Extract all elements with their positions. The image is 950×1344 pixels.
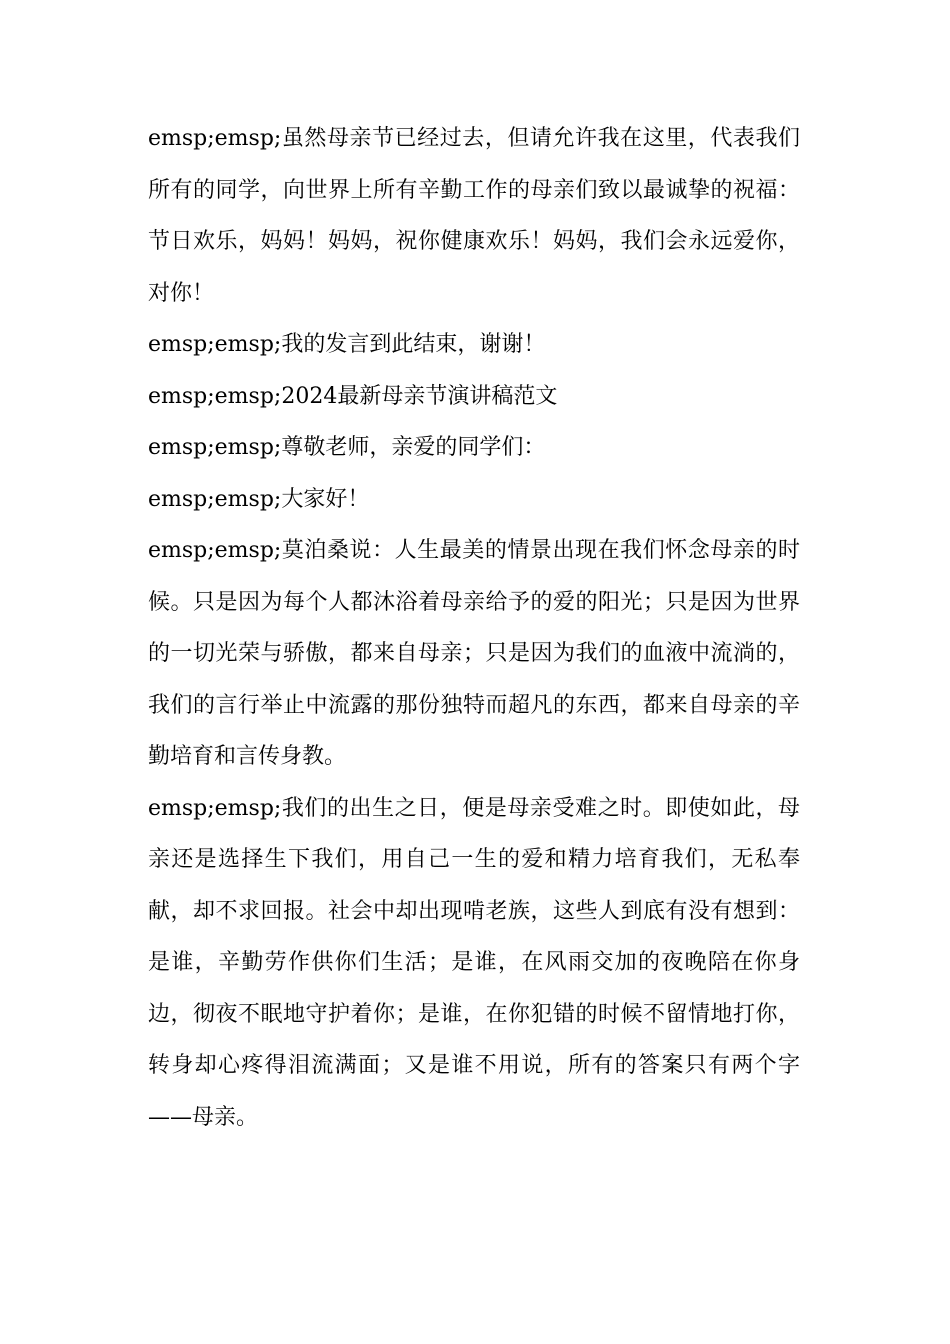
paragraph-speech-title: emsp;emsp;2024最新母亲节演讲稿范文 [148, 383, 558, 409]
paragraph-mothers-day-blessing: emsp;emsp;虽然母亲节已经过去，但请允许我在这里，代表我们所有的同学，向世界上所有辛勤工作的母亲们致以最诚挚的祝福：节日欢乐，妈妈！妈妈，祝你健康欢乐！妈妈，我们会永远爱你，对你！ [148, 126, 800, 306]
paragraph-mothers-sacrifice: emsp;emsp;我们的出生之日，便是母亲受难之时。即使如此，母亲还是选择生下我们，用自己一生的爱和精力培育我们，无私奉献，却不求回报。社会中却出现啃老族，这些人到底有没有想到：是谁，辛勤劳作供你们生活；是谁，在风雨交加的夜晚陪在你身边，彻夜不眠地守护着你；是谁，在你犯错的时候不留情地打你，转身却心疼得泪流满面；又是谁不用说，所有的答案只有两个字——母亲。 [148, 795, 800, 1130]
paragraph-salutation: emsp;emsp;尊敬老师，亲爱的同学们： [148, 435, 546, 460]
paragraph-closing-thanks: emsp;emsp;我的发言到此结束，谢谢！ [148, 332, 546, 357]
document-body [148, 113, 800, 1143]
paragraph-greeting: emsp;emsp;大家好！ [148, 486, 370, 512]
paragraph-maupassant-quote: emsp;emsp;莫泊桑说：人生最美的情景出现在我们怀念母亲的时候。只是因为每个人都沐浴着母亲给予的爱的阳光；只是因为世界的一切光荣与骄傲，都来自母亲；只是因为我们的血液中流淌的，我们的言行举止中流露的那份独特而超凡的东西，都来自母亲的辛勤培育和言传身教。 [148, 538, 800, 769]
